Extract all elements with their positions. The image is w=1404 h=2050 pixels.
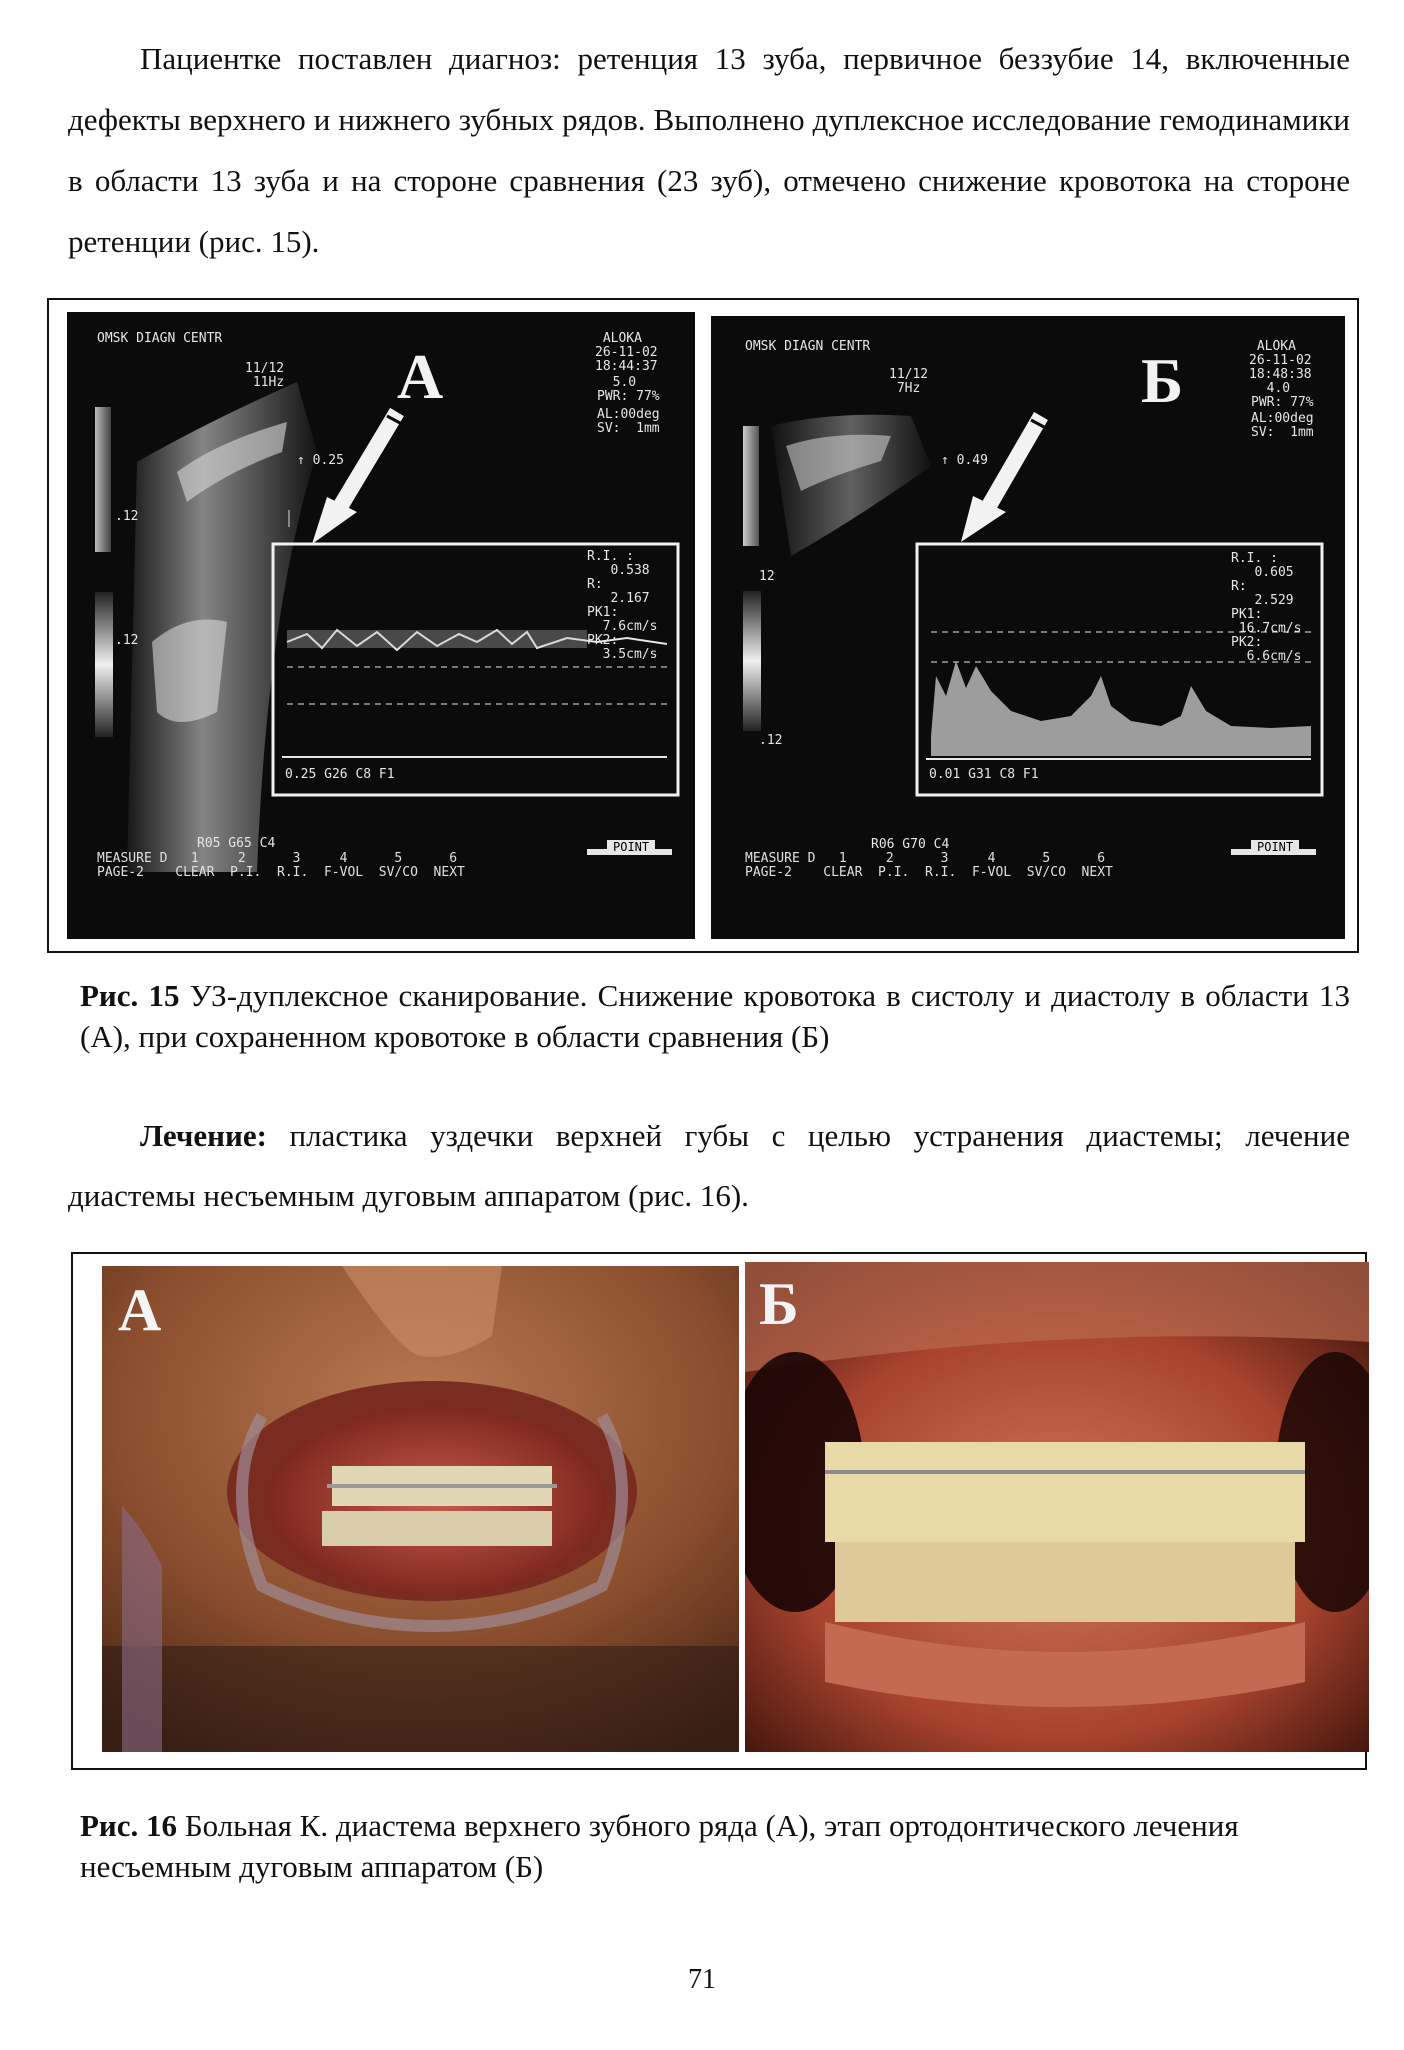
status-row: R06 G70 C4 <box>871 837 950 852</box>
menu-row-top: MEASURE D 1 2 3 4 5 6 <box>97 851 458 866</box>
settings-readout: 5.0 PWR: 77% <box>597 375 660 404</box>
photo-letter-b: Б <box>759 1271 799 1337</box>
depth-mark-bottom: .12 <box>759 733 783 748</box>
photo-letter-a: А <box>118 1277 162 1343</box>
al-sv-readout: AL:00deg SV: 1mm <box>597 407 660 436</box>
ultrasound-panel-b <box>711 316 1345 939</box>
freq-readout: 11/12 7Hz <box>889 367 929 396</box>
menu-row-top: MEASURE D 1 2 3 4 5 6 <box>745 851 1106 866</box>
photo-b-image <box>745 1262 1369 1752</box>
caption-label: Рис. 16 <box>80 1808 178 1843</box>
doppler-footer: 0.01 G31 C8 F1 <box>929 767 1039 782</box>
panel-letter-b: Б <box>1141 345 1184 416</box>
photo-a-image <box>102 1266 739 1752</box>
treatment-paragraph <box>68 1106 1350 1226</box>
photo-b <box>745 1262 1369 1752</box>
menu-row-bottom: PAGE-2 CLEAR P.I. R.I. F-VOL SV/CO NEXT <box>97 865 465 880</box>
panel-letter-a: А <box>397 341 444 412</box>
depth-mark-bottom: .12 <box>115 633 139 648</box>
figure-16 <box>71 1252 1367 1770</box>
settings-readout: 4.0 PWR: 77% <box>1251 381 1314 410</box>
point-button: POINT <box>1251 840 1299 854</box>
al-sv-readout: AL:00deg SV: 1mm <box>1251 411 1314 440</box>
brand-readout: ALOKA 26-11-02 18:48:38 <box>1249 339 1312 382</box>
caption-label: Рис. 15 <box>80 978 180 1013</box>
treatment-label: Лечение: <box>140 1118 267 1153</box>
brand-readout: ALOKA 26-11-02 18:44:37 <box>595 331 658 374</box>
header-left: OMSK DIAGN CENTR <box>97 331 223 346</box>
header-left: OMSK DIAGN CENTR <box>745 339 871 354</box>
figure-16-caption <box>80 1805 1370 1887</box>
point-button: POINT <box>607 840 655 854</box>
scale-readout: ↑ 0.25 <box>297 453 344 468</box>
intro-paragraph: Пациентке поставлен диагноз: ретенция 13 зуба, первичное беззубие 14, включенные дефекты верхнего и нижнего зубных рядов. Выполнено дуплексное исследование гемодинамики в области 13 зуба и на стороне сравнения (23 зуб), отмечено снижение кровотока на стороне ретенции (рис. 15). <box>68 41 1350 259</box>
freq-readout: 11/12 11Hz <box>245 361 285 390</box>
depth-mark-top: .12 <box>115 509 139 524</box>
photo-a <box>102 1266 739 1752</box>
status-row: R05 G65 C4 <box>197 836 276 851</box>
caption-text: УЗ-дуплексное сканирование. Снижение кровотока в систолу и диастолу в области 13 (А), при сохраненном кровотоке в области сравнения (Б) <box>80 978 1350 1054</box>
doppler-footer: 0.25 G26 C8 F1 <box>285 767 395 782</box>
figure-15-caption <box>80 975 1350 1057</box>
treatment-text: пластика уздечки верхней губы с целью устранения диастемы; лечение диастемы несъемным дуговым аппаратом (рис. 16). <box>68 1118 1350 1213</box>
caption-text: Больная К. диастема верхнего зубного ряда (А), этап ортодонтического лечения несъемным дуговым аппаратом (Б) <box>80 1808 1239 1884</box>
menu-row-bottom: PAGE-2 CLEAR P.I. R.I. F-VOL SV/CO NEXT <box>745 865 1113 880</box>
page-number: 71 <box>688 1964 716 1995</box>
scale-readout: ↑ 0.49 <box>941 453 988 468</box>
figure-15 <box>47 298 1359 953</box>
depth-mark-top: 12 <box>759 569 775 584</box>
ultrasound-panel-a <box>67 312 695 939</box>
doppler-stats: R.I. : 0.605 R: 2.529 PK1: 16.7cm/s PK2: 6.6cm/s <box>1231 551 1302 664</box>
doppler-stats: R.I. : 0.538 R: 2.167 PK1: 7.6cm/s PK2: 3.5cm/s <box>587 549 658 662</box>
